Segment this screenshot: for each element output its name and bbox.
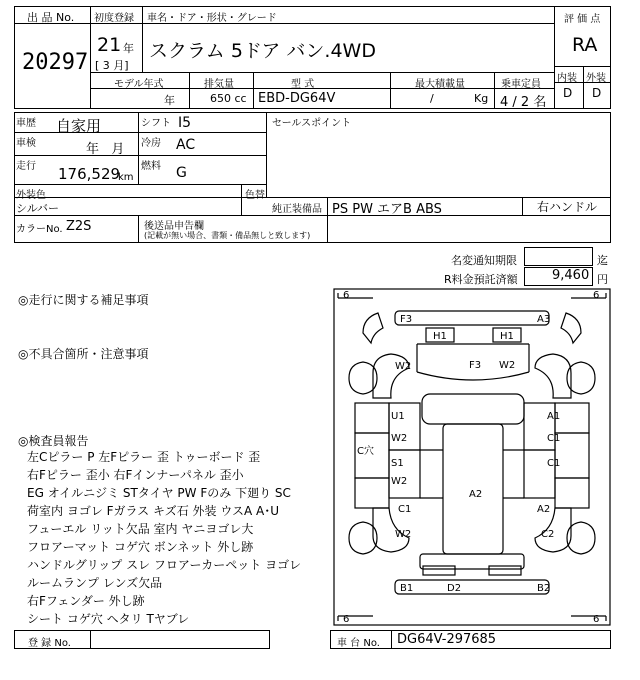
equipment-value: PS PW エアB ABS (332, 202, 442, 217)
inspector-note-line: ハンドルグリップ スレ フロアーカーペット ヨゴレ (27, 558, 302, 572)
inspector-note-line: 右Fフェンダー 外し跡 (27, 594, 145, 608)
diagram-label-w2: W2 (391, 433, 408, 444)
inspector-note-line: シート コゲ穴 ヘタリ Tヤブレ (27, 612, 190, 626)
corner-mark (571, 293, 606, 298)
driving-notes-label: ◎走行に関する補足事項 (18, 293, 149, 307)
diagram-label-w2: W2 (395, 361, 412, 372)
inspector-note-line: フロアーマット コゲ穴 ボンネット 外し跡 (27, 540, 254, 554)
diagram-frame (334, 289, 610, 625)
reg-year-unit: 年 (123, 42, 134, 55)
car-name-label: 車名・ドア・形状・グレード (147, 13, 277, 24)
model-year-unit: 年 (164, 94, 175, 107)
front-left-curve (363, 313, 383, 343)
front-bumper (395, 311, 549, 325)
inspector-note-line: 右Fピラー 歪小 右Fインナーパネル 歪小 (27, 468, 244, 482)
diagram-label-c1: C1 (398, 504, 412, 515)
capacity-value: 4 / 2 名 (500, 95, 547, 110)
grade-value: RA (572, 34, 598, 56)
history-label: 車歴 (16, 118, 36, 129)
diagram-label-w2: W2 (391, 476, 408, 487)
mileage-unit: km (118, 172, 134, 183)
left-rear-door (355, 478, 389, 508)
diagram-label-u1: U1 (391, 411, 405, 422)
color-value: シルバー (16, 202, 59, 215)
inspector-report-label: ◎検査員報告 (18, 434, 89, 448)
corner-label: 6 (593, 614, 600, 625)
diagram-label-d2: D2 (447, 583, 462, 594)
color-no-label: カラーNo. (16, 224, 63, 235)
inspection-label: 車検 (16, 138, 36, 149)
rear-bumper (395, 580, 549, 594)
diagram-label-c2: C2 (541, 529, 555, 540)
front-right-curve (561, 313, 581, 343)
lot-number: 20297 (22, 50, 89, 75)
reg-month: [ 3 月] (95, 59, 129, 72)
chassis-value: DG64V-297685 (397, 632, 497, 647)
ac-value: AC (176, 137, 196, 153)
diagram-label-f3-top: F3 (469, 360, 482, 371)
shift-label: シフト (141, 118, 171, 129)
mileage-label: 走行 (16, 161, 36, 172)
diagram-label-h1-right: H1 (500, 331, 514, 342)
fuel-label: 燃料 (141, 161, 161, 172)
diagram-label-c1: C1 (547, 433, 561, 444)
cowl-line (417, 372, 529, 380)
windshield (422, 394, 524, 424)
color-label: 外装色 (16, 190, 46, 201)
displacement-value: 650 cc (210, 92, 247, 105)
lot-label: 出 品 No. (27, 11, 75, 24)
rear-hatch (420, 554, 524, 569)
max-load-label: 最大積載量 (415, 79, 465, 90)
diagram-label-c-hole: C穴 (357, 446, 374, 457)
diagram-label-c1: C1 (547, 458, 561, 469)
color-no-value: Z2S (66, 219, 92, 234)
recycle-unit: 円 (597, 273, 608, 286)
corner-label: 6 (343, 290, 350, 301)
diagram-label-h1-left: H1 (433, 331, 447, 342)
diagram-label-b2: B2 (537, 583, 551, 594)
capacity-label: 乗車定員 (501, 79, 541, 90)
right-rear-door (555, 478, 589, 508)
diagram-label-w2: W2 (395, 529, 412, 540)
car-damage-diagram (333, 288, 611, 626)
diagram-label-s1: S1 (391, 458, 404, 469)
fuel-value: G (176, 165, 187, 181)
ac-label: 冷房 (141, 138, 161, 149)
interior-label: 内装 (557, 73, 577, 84)
inspector-note-line: ルームランプ レンズ欠品 (27, 576, 163, 590)
front-right-fender (535, 354, 571, 398)
rear-lamp-right (489, 566, 521, 575)
sales-point-label: セールスポイント (272, 118, 352, 129)
inspector-note-line: 荷室内 ヨゴレ Fガラス キズ石 外装 ウスA A･U (27, 504, 280, 518)
inspector-note-line: フューエル リット欠品 室内 ヤニヨゴレ大 (27, 522, 254, 536)
mileage-value: 176,529 (58, 165, 121, 183)
corner-label: 6 (343, 614, 350, 625)
inspector-note-line: 左Cピラー P 左Fピラー 歪 トゥーボード 歪 (27, 450, 261, 464)
interior-grade: D (563, 86, 573, 100)
type-label: 型 式 (291, 79, 315, 90)
reg-year: 21 (97, 34, 122, 56)
car-name: スクラム 5ドア バン.4WD (149, 40, 376, 62)
corner-mark (571, 616, 606, 621)
diagram-label-b1: B1 (400, 583, 414, 594)
registration-label: 登 録 No. (28, 638, 71, 649)
first-reg-label: 初度登録 (94, 13, 134, 24)
aftermarket-label: 後送品申告欄 (144, 221, 204, 232)
recycle-value: 9,460 (552, 268, 590, 283)
handle-value: 右ハンドル (537, 200, 598, 214)
inspector-note-line: EG オイルニジミ STタイヤ PW Fのみ 下廻り SC (27, 486, 291, 500)
recall-box (524, 247, 593, 266)
diagram-label-w2-top: W2 (499, 360, 516, 371)
exterior-label: 外装 (586, 73, 606, 84)
displacement-label: 排気量 (204, 79, 234, 90)
left-front-door-top (355, 403, 389, 433)
recycle-label: R料金預託済額 (444, 273, 518, 286)
history-value: 自家用 (56, 117, 102, 135)
grade-label: 評 価 点 (564, 14, 601, 25)
exterior-grade: D (592, 86, 602, 100)
inspection-value: 年 月 (86, 142, 125, 157)
shift-value: I5 (178, 115, 192, 131)
defects-notes-label: ◎不具合箇所・注意事項 (18, 347, 149, 361)
repaint-label: 色替 (245, 190, 265, 201)
diagram-label-a2: A2 (537, 504, 551, 515)
max-load-unit: Kg (474, 92, 489, 105)
diagram-label-a1: A1 (547, 411, 561, 422)
chassis-label: 車 台 No. (337, 638, 380, 649)
max-load-value: / (430, 92, 434, 105)
recall-label: 名変通知期限 (451, 254, 517, 267)
diagram-label-a3: A3 (537, 314, 551, 325)
corner-label: 6 (593, 290, 600, 301)
rear-lamp-left (423, 566, 455, 575)
model-year-label: モデル年式 (114, 79, 164, 90)
model-code: EBD-DG64V (258, 91, 336, 106)
diagram-label-f3: F3 (400, 314, 413, 325)
recall-suffix: 迄 (597, 254, 608, 267)
diagram-label-a2: A2 (469, 489, 483, 500)
aftermarket-note: (記載が無い場合、書類・備品無しと致します) (144, 231, 311, 240)
equipment-label: 純正装備品 (272, 204, 322, 215)
